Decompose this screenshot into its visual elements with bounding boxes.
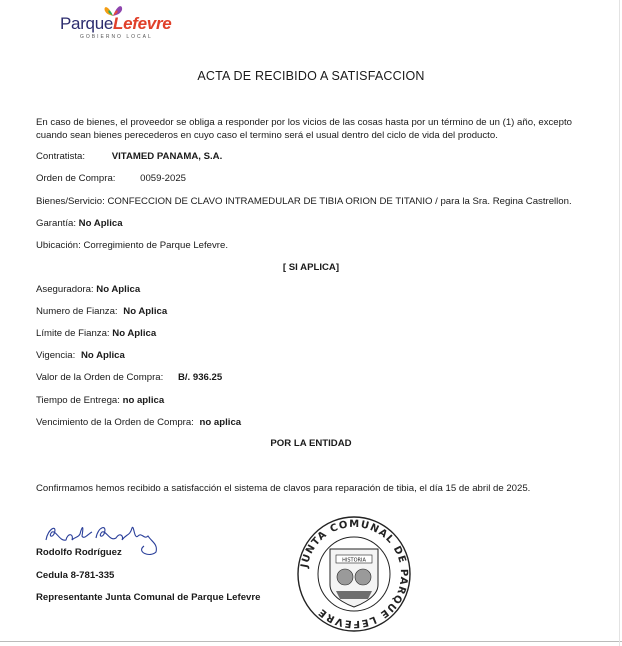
- signatory-cedula: Cedula 8-781-335: [36, 570, 115, 581]
- vencimiento-value: no aplica: [199, 417, 242, 428]
- intro-paragraph: En caso de bienes, el proveedor se obliga a responder por los vicios de las cosas hasta por un término de un (1) año, excepto cuando sean bienes perecederos en cuyo caso el termino será el usual dentro del ciclo de vida del producto.: [36, 117, 572, 141]
- right-edge-divider: [619, 0, 620, 646]
- tiempo-label: Tiempo de Entrega:: [36, 395, 120, 406]
- orden-label: Orden de Compra:: [36, 173, 116, 184]
- numero-fianza-value: No Aplica: [123, 306, 168, 317]
- logo-subtitle: GOBIERNO LOCAL: [80, 34, 153, 40]
- aseguradora-label: Aseguradora:: [36, 284, 94, 295]
- vencimiento-row: [36, 417, 241, 428]
- vigencia-row: [36, 350, 125, 361]
- tiempo-value: no aplica: [122, 395, 165, 406]
- garantia-label: Garantía:: [36, 218, 76, 229]
- si-aplica-heading: [ SI APLICA]: [282, 262, 340, 273]
- limite-fianza-row: [36, 328, 156, 339]
- aseguradora-value: No Aplica: [96, 284, 141, 295]
- numero-fianza-row: [36, 306, 167, 317]
- limite-fianza-value: No Aplica: [112, 328, 157, 339]
- garantia-value: No Aplica: [78, 218, 123, 229]
- svg-text:HISTORIA: HISTORIA: [342, 557, 366, 564]
- junta-comunal-seal: [296, 515, 412, 633]
- valor-label: Valor de la Orden de Compra:: [36, 372, 164, 383]
- garantia-row: [36, 218, 123, 229]
- contratista-row: [36, 151, 222, 162]
- tiempo-row: [36, 395, 164, 406]
- aseguradora-row: [36, 284, 140, 295]
- vencimiento-label: Vencimiento de la Orden de Compra:: [36, 417, 194, 428]
- document-title: ACTA DE RECIBIDO A SATISFACCION: [197, 69, 425, 83]
- vigencia-value: No Aplica: [80, 350, 125, 361]
- numero-fianza-label: Numero de Fianza:: [36, 306, 118, 317]
- parque-lefevre-logo: [58, 2, 198, 42]
- svg-text:JUNTA COMUNAL DE PARQUE LEFEVR: JUNTA COMUNAL DE PARQUE LEFEVRE: [299, 518, 410, 630]
- bienes-label: Bienes/Servicio:: [36, 196, 105, 207]
- vigencia-label: Vigencia:: [36, 350, 76, 361]
- por-la-entidad-heading: POR LA ENTIDAD: [270, 438, 352, 449]
- limite-fianza-label: Límite de Fianza:: [36, 328, 110, 339]
- ubicacion-label: Ubicación:: [36, 240, 81, 251]
- bottom-divider: [0, 641, 622, 642]
- logo-parque-text: Parque: [60, 14, 114, 33]
- contratista-label: Contratista:: [36, 151, 86, 162]
- logo-lefevre-text: Lefevre: [113, 14, 172, 33]
- valor-row: [36, 372, 222, 383]
- confirmation-text: Confirmamos hemos recibido a satisfacción el sistema de clavos para reparación de tibia, el día 15 de abril de 2025.: [36, 483, 531, 494]
- ubicacion-row: [36, 240, 228, 251]
- bienes-row: [36, 196, 572, 207]
- orden-value: 0059-2025: [140, 173, 187, 184]
- signatory-name: Rodolfo Rodríguez: [36, 547, 122, 558]
- contratista-value: VITAMED PANAMA, S.A.: [111, 151, 223, 162]
- ubicacion-value: Corregimiento de Parque Lefevre.: [83, 240, 228, 251]
- signatory-role: Representante Junta Comunal de Parque Lefevre: [36, 592, 261, 603]
- valor-value: B/. 936.25: [177, 372, 223, 383]
- bienes-value: CONFECCION DE CLAVO INTRAMEDULAR DE TIBIA ORION DE TITANIO / para la Sra. Regina Castrellon.: [107, 196, 572, 207]
- orden-row: [36, 173, 186, 184]
